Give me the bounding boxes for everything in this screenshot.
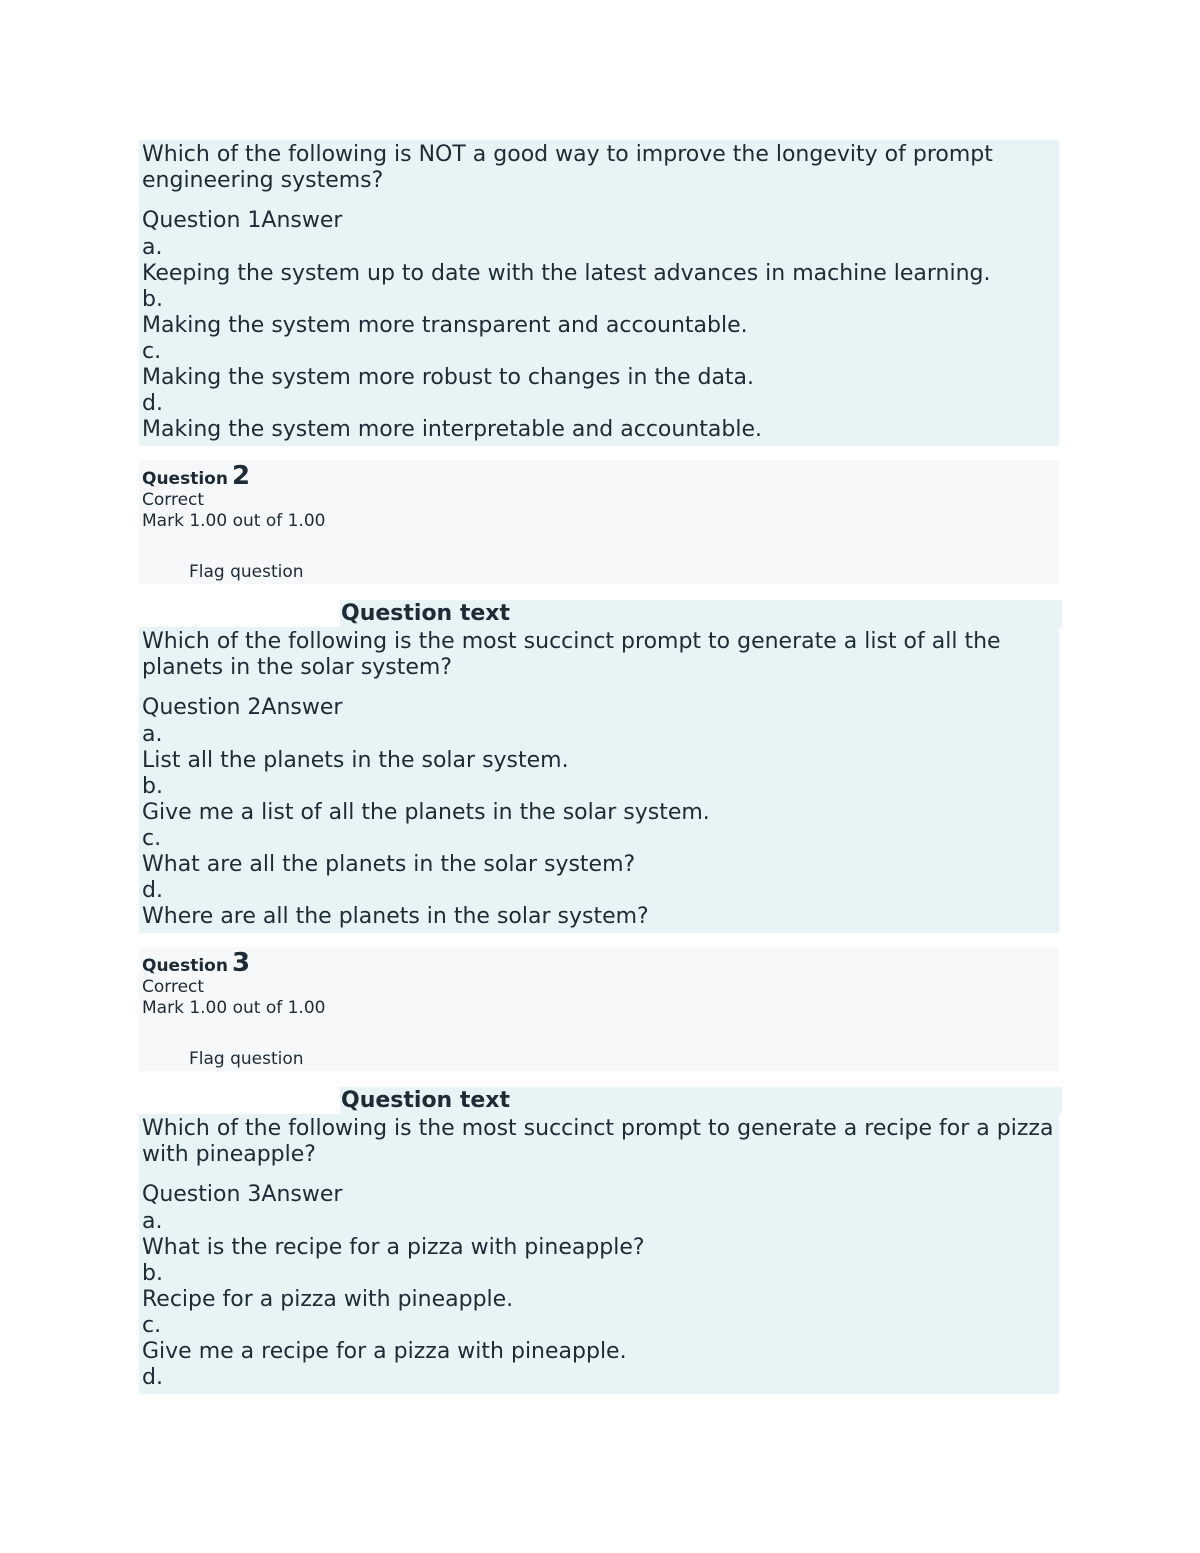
question-3-header <box>142 948 1056 978</box>
question-2-header <box>142 461 1056 491</box>
question-mark: Mark 1.00 out of 1.00 <box>142 998 326 1018</box>
option-letter-b: b. <box>142 774 163 799</box>
question-text-heading: Question text <box>340 1087 1062 1114</box>
question-status: Correct <box>142 490 205 510</box>
option-text-c[interactable]: What are all the planets in the solar system? <box>142 852 636 877</box>
question-mark: Mark 1.00 out of 1.00 <box>142 511 326 531</box>
option-letter-c: c. <box>142 1313 162 1338</box>
flag-question-link[interactable]: Flag question <box>189 562 304 582</box>
question-3-answer-title: Question 3Answer <box>142 1182 343 1207</box>
question-1-answer-title: Question 1Answer <box>142 208 343 233</box>
option-text-b[interactable]: Recipe for a pizza with pineapple. <box>142 1287 514 1312</box>
question-1-text-block <box>139 140 1059 446</box>
question-2-prompt: Which of the following is the most succinct prompt to generate a list of all the planets in the solar system? <box>142 629 1001 680</box>
option-text-d[interactable]: Where are all the planets in the solar system? <box>142 904 649 929</box>
question-number: 3 <box>231 948 251 978</box>
option-letter-a: a. <box>142 235 163 260</box>
question-text-heading: Question text <box>340 600 1062 627</box>
question-1-prompt: Which of the following is NOT a good way to improve the longevity of prompt engineering systems? <box>142 142 993 193</box>
option-letter-d: d. <box>142 1365 163 1390</box>
option-letter-c: c. <box>142 339 162 364</box>
question-2-answer-title: Question 2Answer <box>142 695 343 720</box>
question-2-text-block <box>139 627 1059 933</box>
option-letter-d: d. <box>142 878 163 903</box>
option-letter-d: d. <box>142 391 163 416</box>
question-label: Question <box>142 956 228 976</box>
option-text-a[interactable]: What is the recipe for a pizza with pineapple? <box>142 1235 645 1260</box>
question-status: Correct <box>142 977 205 997</box>
option-letter-a: a. <box>142 1209 163 1234</box>
option-text-d[interactable]: Making the system more interpretable and accountable. <box>142 417 762 442</box>
question-label: Question <box>142 469 228 489</box>
option-letter-b: b. <box>142 1261 163 1286</box>
option-text-c[interactable]: Making the system more robust to changes in the data. <box>142 365 755 390</box>
option-letter-c: c. <box>142 826 162 851</box>
question-3-text-block <box>139 1114 1059 1394</box>
option-text-c[interactable]: Give me a recipe for a pizza with pineapple. <box>142 1339 627 1364</box>
question-3-info-block <box>139 947 1059 1071</box>
flag-question-link[interactable]: Flag question <box>189 1049 304 1069</box>
option-text-b[interactable]: Making the system more transparent and accountable. <box>142 313 748 338</box>
question-number: 2 <box>231 461 251 491</box>
option-letter-b: b. <box>142 287 163 312</box>
option-text-a[interactable]: Keeping the system up to date with the latest advances in machine learning. <box>142 261 991 286</box>
option-text-b[interactable]: Give me a list of all the planets in the solar system. <box>142 800 710 825</box>
option-letter-a: a. <box>142 722 163 747</box>
question-3-prompt: Which of the following is the most succinct prompt to generate a recipe for a pizza with pineapple? <box>142 1116 1054 1167</box>
option-text-a[interactable]: List all the planets in the solar system. <box>142 748 569 773</box>
question-2-info-block <box>139 460 1059 584</box>
